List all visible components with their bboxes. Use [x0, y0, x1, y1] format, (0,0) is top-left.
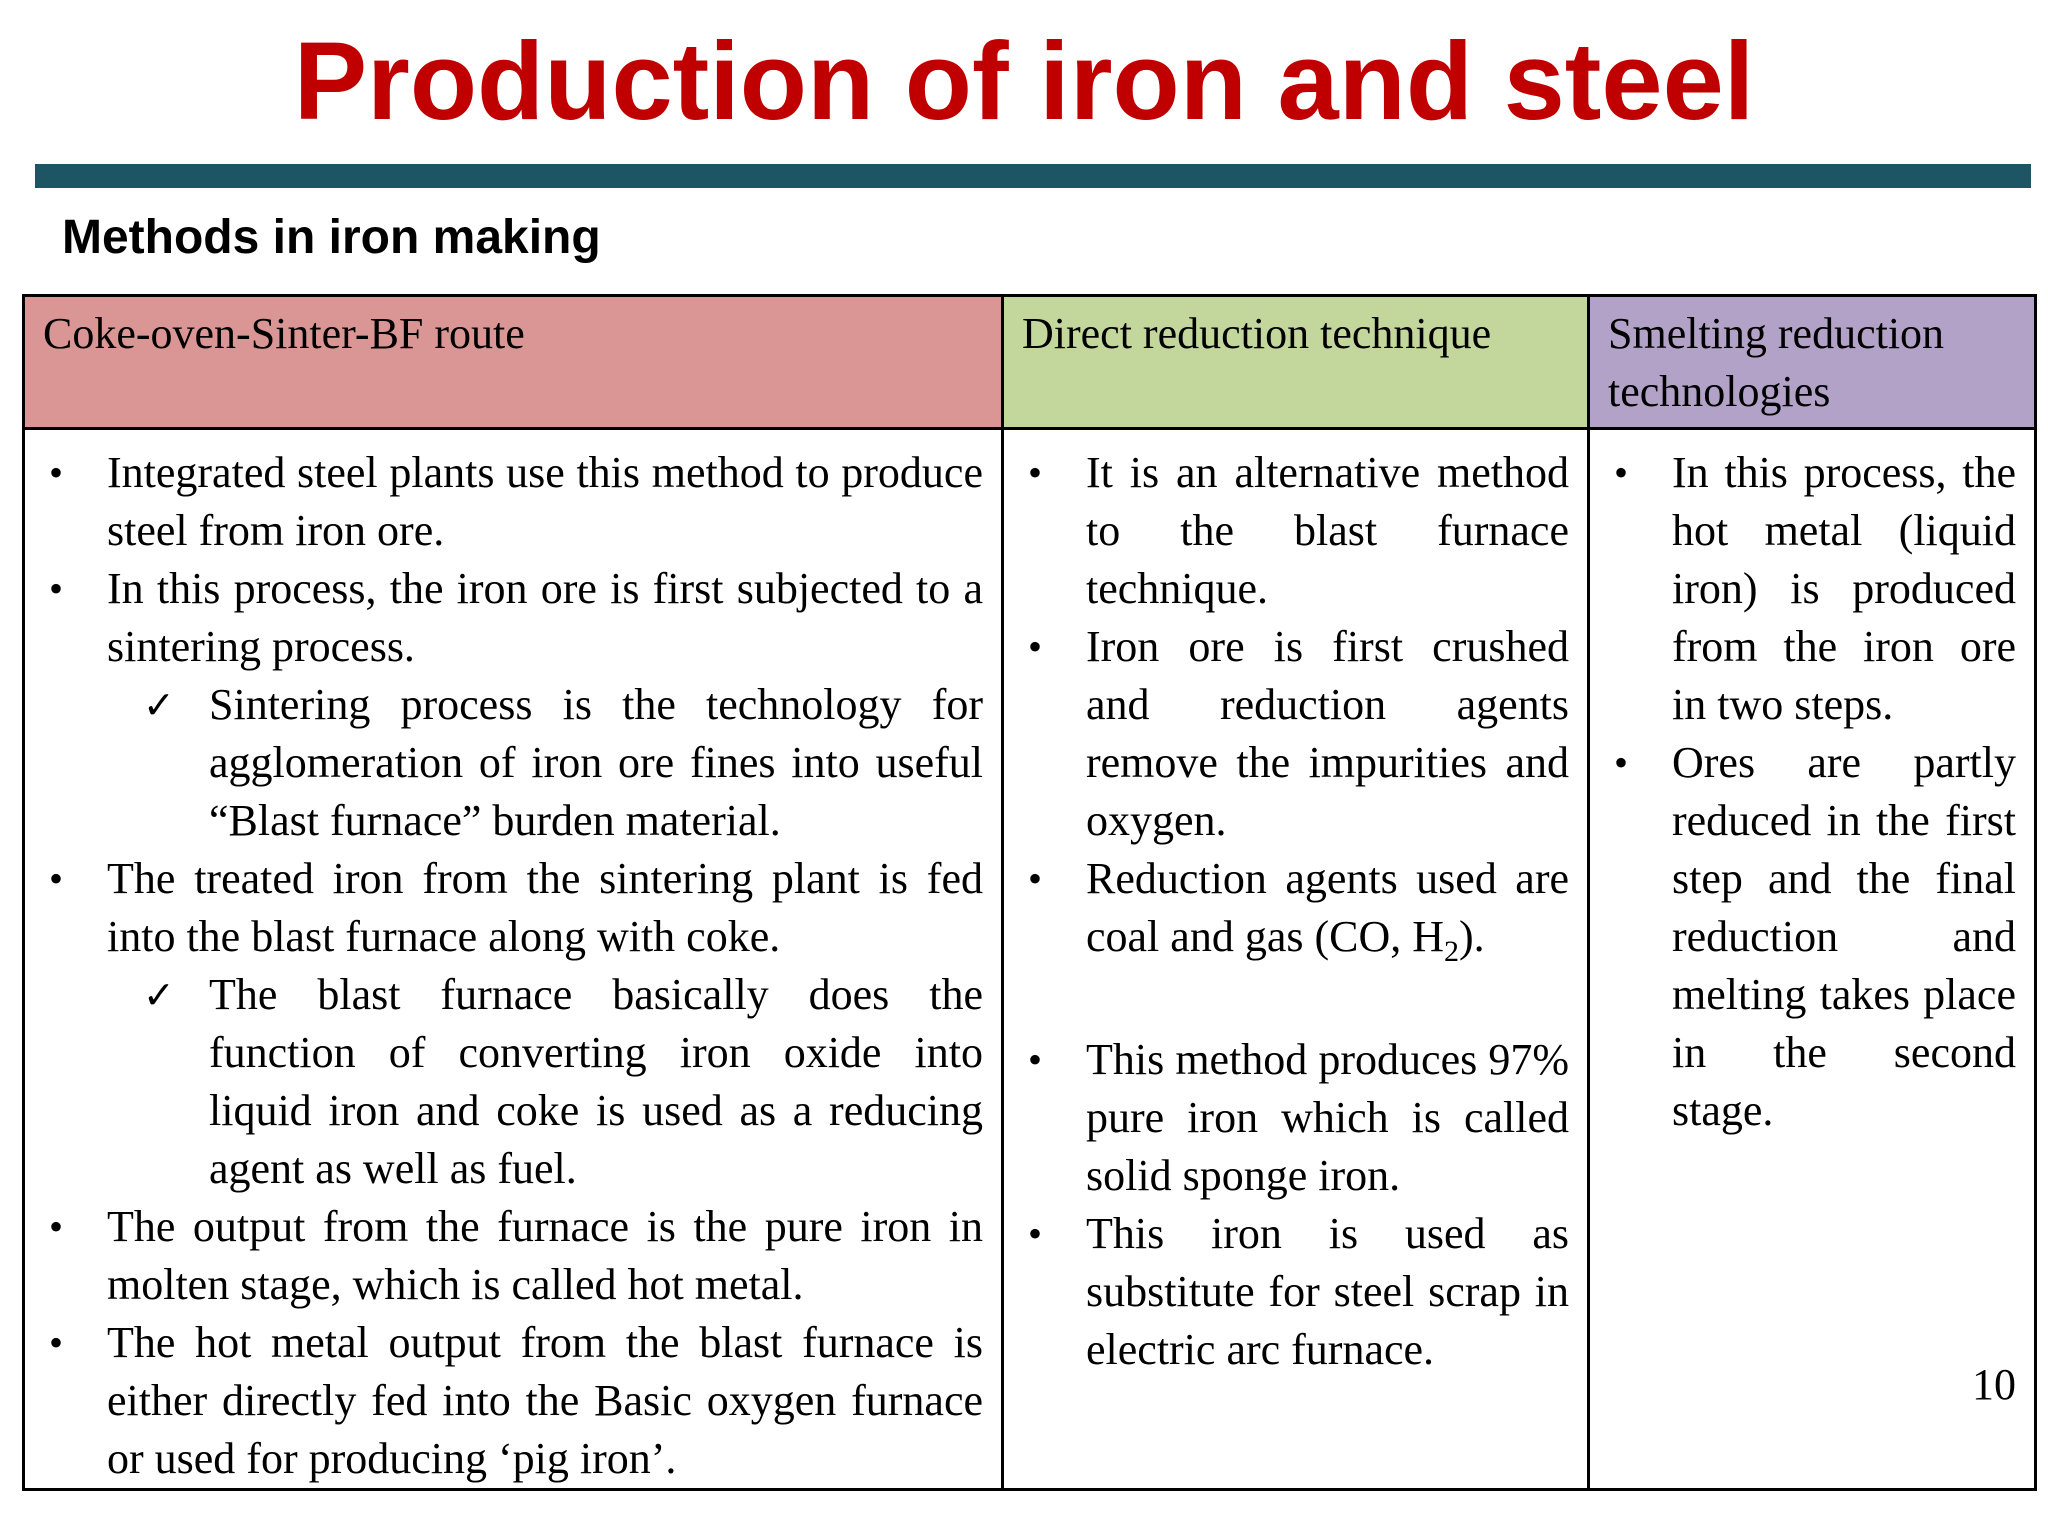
slide-title: Production of iron and steel: [293, 20, 1755, 143]
list-subitem: ✓ Sintering process is the technology for agglomeration of iron ore fines into useful “Blast furnace” burden material.: [43, 676, 983, 850]
table-body-row: [24, 429, 2036, 1490]
list-item: • Iron ore is first crushed and reduction agents remove the impurities and oxygen.: [1022, 618, 1569, 850]
list-item: • The hot metal output from the blast furnace is either directly fed into the Basic oxygen furnace or used for producing ‘pig iron’.: [43, 1314, 983, 1488]
list-item: • The output from the furnace is the pure iron in molten stage, which is called hot metal.: [43, 1198, 983, 1314]
header-direct-reduction: Direct reduction technique: [1003, 296, 1589, 429]
formula-symbol: H: [1412, 912, 1445, 961]
table-header-row: [24, 296, 2036, 429]
title-divider: [35, 164, 2031, 188]
list-item: • The treated iron from the sintering plant is fed into the blast furnace along with coke.: [43, 850, 983, 966]
header-coke-oven-route: Coke-oven-Sinter-BF route: [24, 296, 1003, 429]
list-item: • In this process, the iron ore is first subjected to a sintering process.: [43, 560, 983, 676]
methods-table: [22, 294, 2037, 1491]
header-smelting-reduction: Smelting reduction technologies: [1589, 296, 2036, 429]
formula-subscript: 2: [1444, 934, 1460, 968]
list-item-text: Reduction agents used are coal and gas (CO,: [1086, 854, 1569, 961]
h2-formula: [1412, 912, 1485, 968]
list-item: • This iron is used as substitute for steel scrap in electric arc furnace.: [1022, 1205, 1569, 1379]
section-subtitle: Methods in iron making: [62, 211, 601, 264]
list-subitem: ✓ The blast furnace basically does the function of converting iron oxide into liquid iron and coke is used as a reducing agent as well as fuel.: [43, 966, 983, 1198]
page-number: 10: [1972, 1360, 2016, 1409]
list-item: [1022, 850, 1569, 981]
list-item: • Integrated steel plants use this method to produce steel from iron ore.: [43, 444, 983, 560]
list-item: • In this process, the hot metal (liquid iron) is produced from the iron ore in two steps.: [1608, 444, 2016, 734]
cell-coke-oven-route: [24, 429, 1003, 1490]
formula-suffix: ).: [1459, 912, 1485, 961]
cell-direct-reduction: [1003, 429, 1589, 1490]
list-item: • It is an alternative method to the blast furnace technique.: [1022, 444, 1569, 618]
cell-smelting-reduction: [1589, 429, 2036, 1490]
list-item: • This method produces 97% pure iron which is called solid sponge iron.: [1022, 1031, 1569, 1205]
list-item: • Ores are partly reduced in the first step and the final reduction and melting takes place in the second stage.: [1608, 734, 2016, 1140]
